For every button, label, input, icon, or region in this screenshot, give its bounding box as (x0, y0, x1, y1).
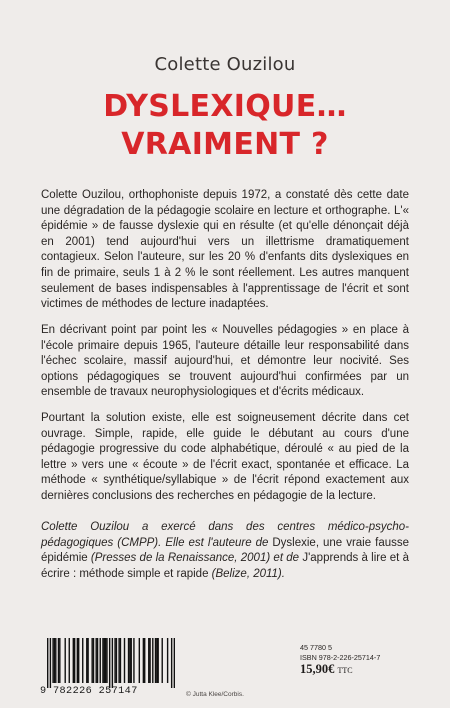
barcode-bar (114, 638, 115, 683)
price-value: 15,90€ (300, 662, 335, 677)
barcode-bar (82, 638, 83, 683)
blurb-section-1 (41, 188, 409, 313)
barcode-bar (105, 638, 106, 683)
bio-book2-title: J'apprends à lire et à écrire : méthode simple et rapide (41, 552, 409, 580)
bio-part2: (Presses de la Renaissance, 2001) et de (87, 552, 303, 565)
barcode-bar (87, 638, 88, 683)
barcode-bar (155, 638, 156, 683)
barcode-bar (91, 638, 92, 683)
barcode-bar (73, 638, 74, 683)
barcode-bar (97, 638, 98, 683)
barcode-bar (77, 638, 78, 683)
barcode-bar (50, 638, 51, 688)
author-bio-text (41, 520, 409, 582)
product-code: 45 7780 5 (300, 643, 332, 652)
barcode (40, 638, 180, 700)
barcode-bar (86, 638, 87, 683)
isbn-number: ISBN 978-2-226-25714-7 (300, 652, 381, 662)
barcode-bar (65, 638, 66, 683)
barcode-bar (104, 638, 105, 683)
barcode-bar (174, 638, 175, 688)
bio-part3: (Belize, 2011). (208, 567, 285, 580)
barcode-bar (162, 638, 163, 683)
barcode-bar (144, 638, 145, 683)
price-suffix: TTC (337, 666, 353, 676)
barcode-bars (47, 638, 175, 688)
barcode-bar (96, 638, 97, 683)
barcode-bar (152, 638, 153, 683)
barcode-bar (131, 638, 132, 683)
barcode-digits: 9 782226 257147 (40, 686, 138, 697)
barcode-bar (139, 638, 140, 683)
book-title (0, 88, 450, 164)
barcode-bar (118, 638, 119, 683)
author-bio (41, 520, 409, 582)
barcode-bar (93, 638, 94, 683)
barcode-bar (148, 638, 149, 683)
photo-credit: © Jutta Klee/Corbis. (186, 691, 244, 698)
blurb-paragraph-2: En décrivant point par point les « Nouvelles pédagogies » en place à l'école primaire depuis 1965, l'auteure détaille leur responsabilité dans l'échec scolaire, massif aujourd'hui, et démontre leur nocivité. Ses options pédagogiques se trouvent aujourd'hui confirmées par un ensemble de travaux neurophysiologiques et d'écrits médicaux. (41, 324, 409, 399)
barcode-bar (109, 638, 110, 688)
isbn-block (300, 643, 420, 676)
barcode-bar (69, 638, 70, 683)
barcode-bar (129, 638, 130, 683)
barcode-bar (47, 638, 48, 688)
barcode-bar (54, 638, 55, 683)
bio-book1-title: Dyslexie, une vraie fausse épidémie (41, 536, 410, 565)
barcode-bar (112, 638, 113, 688)
barcode-bar (59, 638, 60, 683)
bio-part1: Colette Ouzilou a exercé dans des centres médico-psycho-pédagogiques (CMPP). Elle est l'auteure de (41, 521, 409, 549)
book-title-line1: DYSLEXIQUE… (103, 89, 347, 124)
blurb-paragraph-1: Colette Ouzilou, orthophoniste depuis 1972, a constaté dès cette date une dégradation de la pédagogie scolaire en lecture et orthographe. L'« épidémie » de fausse dyslexie qui en résulte (et qu'elle dénonçait déjà en 2001) tend aujourd'hui vers un illettrisme dramatiquement contagieux. Selon l'auteure, sur les 20 % d'enfants dits dyslexiques en fin de primaire, seuls 1 à 2 % le sont réellement. Les autres manquent seulement de bases indispensables à l'apprentissage de l'écrit et sont victimes de méthodes de lecture inadaptées. (41, 189, 409, 311)
barcode-bar (149, 638, 150, 683)
barcode-bar (156, 638, 157, 683)
barcode-bar (124, 638, 125, 683)
barcode-bar (74, 638, 75, 683)
barcode-bar (128, 638, 129, 683)
barcode-bar (157, 638, 158, 683)
blurb-paragraph-3: Pourtant la solution existe, elle est soigneusement décrite dans cet ouvrage. Simple, rapide, elle guide le débutant au cours d'une pédagogie progressive du code alphabétique, déroulé « au pied de la lettre » vers une « écoute » de l'écrit exact, spontanée et efficace. La méthode « synthétique/syllabique » de l'écrit répond exactement aux dernières conclusions des recherches en pédagogie de la lecture. (41, 412, 409, 502)
barcode-bar (102, 638, 103, 683)
barcode-bar (143, 638, 144, 683)
barcode-bar (52, 638, 53, 683)
barcode-bar (133, 638, 134, 683)
blurb-section-2 (41, 323, 409, 401)
barcode-bar (120, 638, 121, 683)
book-title-line2: VRAIMENT ? (121, 127, 329, 162)
barcode-bar (100, 638, 101, 683)
blurb-section-3 (41, 411, 409, 505)
barcode-bar (167, 638, 168, 683)
author-name: Colette Ouzilou (154, 54, 296, 75)
barcode-bar (58, 638, 59, 683)
barcode-bar (106, 638, 107, 683)
barcode-bar (55, 638, 56, 683)
barcode-bar (171, 638, 172, 688)
barcode-bar (116, 638, 117, 683)
barcode-bar (78, 638, 79, 683)
price (300, 662, 420, 677)
